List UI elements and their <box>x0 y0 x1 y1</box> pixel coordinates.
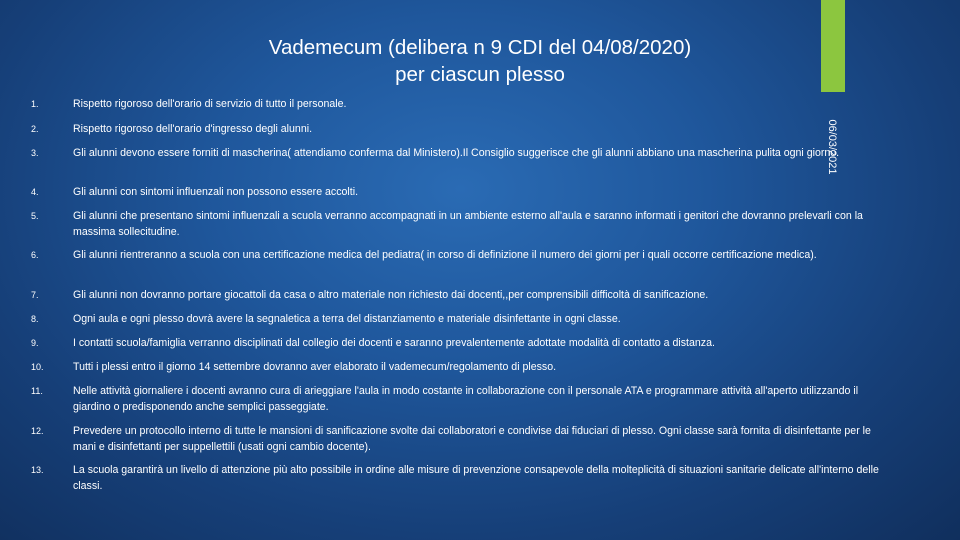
item-text: Nelle attività giornaliere i docenti avranno cura di arieggiare l'aula in modo costante in collaborazione con il personale ATA e programmare attività all'aperto utilizzando il giardino o predisponendo anche semplici passeggiate. <box>73 385 859 413</box>
item-text: Rispetto rigoroso dell'orario di servizio di tutto il personale. <box>73 98 347 110</box>
item-number: 13. <box>31 465 44 475</box>
item-text: Tutti i plessi entro il giorno 14 settembre dovranno aver elaborato il vademecum/regolamento di plesso. <box>73 361 557 373</box>
item-number: 10. <box>31 362 44 372</box>
item-text: La scuola garantirà un livello di attenzione più alto possibile in ordine alle misure di prevenzione consapevole della molteplicità di situazioni sanitarie delicate all'interno delle classi. <box>73 464 879 492</box>
item-text: Gli alunni rientreranno a scuola con una certificazione medica del pediatra( in corso di definizione il numero dei giorni per i quali occorre certificazione medica). <box>73 249 817 261</box>
item-number: 11. <box>31 386 43 396</box>
item-text: Prevedere un protocollo interno di tutte le mansioni di sanificazione svolte dai collaboratori e condivise dai fiduciari di plesso. Ogni classe sarà fornita di disinfettante per le mani e disinfettanti per suppellettili (usati ogni cambio docente). <box>73 425 871 453</box>
item-text: Gli alunni che presentano sintomi influenzali a scuola verranno accompagnati in un ambiente esterno all'aula e saranno informati i genitori che dovranno prelevarli con la massima sollecitudine. <box>73 210 863 238</box>
item-text: Rispetto rigoroso dell'orario d'ingresso degli alunni. <box>73 123 313 135</box>
item-number: 6. <box>31 250 39 260</box>
title-line-1: Vademecum (delibera n 9 CDI del 04/08/2020) <box>268 36 692 59</box>
item-number: 5. <box>31 211 39 221</box>
item-number: 1. <box>31 99 39 109</box>
item-number: 8. <box>31 314 39 324</box>
slide-date: 06/03/2021 <box>826 119 838 175</box>
item-number: 4. <box>31 187 39 197</box>
item-number: 2. <box>31 124 39 134</box>
item-text: I contatti scuola/famiglia verranno disciplinati dal collegio dei docenti e saranno prevalentemente adottate modalità di contatto a distanza. <box>73 337 715 349</box>
item-number: 7. <box>31 290 39 300</box>
item-number: 3. <box>31 148 39 158</box>
item-number: 12. <box>31 426 44 436</box>
item-number: 9. <box>31 338 39 348</box>
item-text: Gli alunni con sintomi influenzali non possono essere accolti. <box>73 186 359 198</box>
item-text: Gli alunni devono essere forniti di mascherina( attendiamo conferma dal Ministero).Il Consiglio suggerisce che gli alunni abbiano una mascherina pulita ogni giorno. <box>73 147 840 159</box>
item-text: Ogni aula e ogni plesso dovrà avere la segnaletica a terra del distanziamento e materiale disinfettante in ogni classe. <box>73 313 621 325</box>
title-line-2: per ciascun plesso <box>395 63 565 86</box>
item-text: Gli alunni non dovranno portare giocattoli da casa o altro materiale non richiesto dai docenti,,per comprensibili difficoltà di sanificazione. <box>73 289 709 301</box>
